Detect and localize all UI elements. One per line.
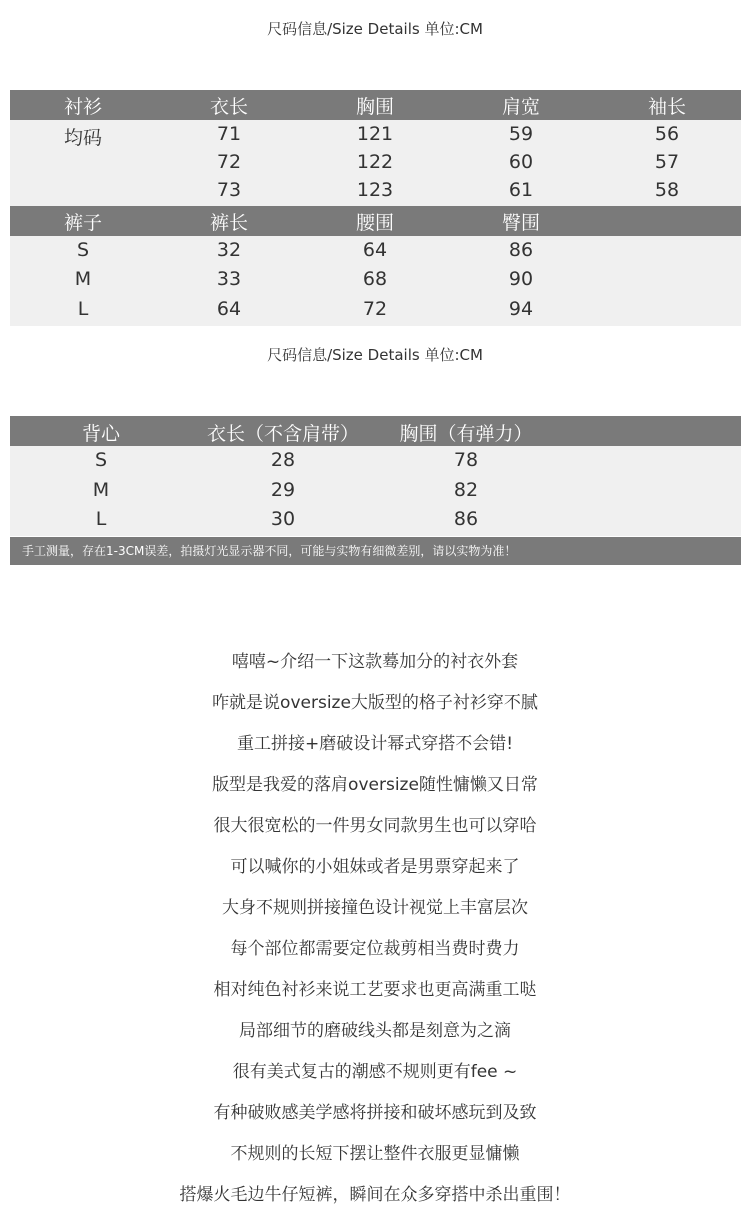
table-cell: 29	[270, 479, 296, 501]
header-pants: 裤子	[63, 212, 103, 234]
table-cell: 72	[216, 151, 242, 173]
table-cell: 64	[216, 298, 242, 320]
header-chest: 胸围	[355, 96, 395, 118]
measurement-note: 手工测量，存在1-3CM误差，拍摄灯光显示器不同，可能与实物有细微差别，请以实物为准！	[10, 537, 741, 565]
table-row	[10, 120, 741, 149]
table-cell: S	[94, 449, 108, 471]
table-cell: L	[77, 298, 89, 320]
description-line: 很有美式复古的潮感不规则更有fee ~	[232, 1062, 518, 1082]
header-shoulder: 肩宽	[501, 96, 541, 118]
vest-header-row	[10, 416, 741, 446]
table-cell: 56	[654, 123, 680, 145]
description-line: 咋就是说oversize大版型的格子衬衫穿不腻	[212, 693, 538, 713]
table-row	[10, 266, 741, 296]
header-vest-chest: 胸围（有弹力）	[399, 423, 533, 445]
table-cell: 73	[216, 179, 242, 201]
header-hip: 臀围	[501, 212, 541, 234]
table-cell: M	[92, 479, 110, 501]
table-cell: 61	[508, 179, 534, 201]
table-cell: 121	[356, 123, 394, 145]
pants-body	[10, 236, 741, 326]
vest-body	[10, 446, 741, 536]
description-line: 很大很宽松的一件男女同款男生也可以穿哈	[213, 816, 537, 836]
description-line: 嘻嘻~介绍一下这款蓦加分的衬衣外套	[231, 652, 519, 672]
table-cell: 57	[654, 151, 680, 173]
header-vest-length: 衣长（不含肩带）	[206, 423, 360, 445]
description-line: 每个部位都需要定位裁剪相当费时费力	[230, 939, 520, 959]
table-cell: 122	[356, 151, 394, 173]
size-details-title-vest: 尺码信息/Size Details 单位:CM	[267, 346, 483, 364]
description-line: 局部细节的磨破线头都是刻意为之滴	[239, 1021, 511, 1041]
table-cell: 28	[270, 449, 296, 471]
description-line: 不规则的长短下摆让整件衣服更显慵懒	[230, 1144, 520, 1164]
table-cell: 33	[216, 268, 242, 290]
shirt-header-row	[10, 90, 741, 120]
shirt-body	[10, 120, 741, 206]
table-cell: 71	[216, 123, 242, 145]
table-cell: 94	[508, 298, 534, 320]
pants-header-row	[10, 206, 741, 236]
table-cell: S	[76, 239, 90, 261]
table-cell: 78	[453, 449, 479, 471]
table-cell: 60	[508, 151, 534, 173]
table-cell: 64	[362, 239, 388, 261]
table-row	[10, 296, 741, 326]
table-row	[10, 446, 741, 476]
shirt-size-table	[10, 90, 741, 326]
header-vest: 背心	[81, 423, 121, 445]
table-row	[10, 476, 741, 506]
table-cell: L	[95, 508, 107, 530]
description-line: 重工拼接+磨破设计幂式穿搭不会错!	[236, 734, 514, 754]
description-line: 版型是我爱的落肩oversize随性慵懒又日常	[212, 775, 538, 795]
header-waist: 腰围	[355, 212, 395, 234]
header-pants-length: 裤长	[209, 212, 249, 234]
table-row	[10, 506, 741, 536]
table-cell: 59	[508, 123, 534, 145]
description-line: 大身不规则拼接撞色设计视觉上丰富层次	[222, 898, 528, 918]
table-cell: M	[74, 268, 92, 290]
table-cell: 58	[654, 179, 680, 201]
table-cell: 123	[356, 179, 394, 201]
header-sleeve: 袖长	[647, 96, 687, 118]
vest-size-table	[10, 416, 741, 536]
table-cell: 72	[362, 298, 388, 320]
description-line: 有种破败感美学感将拼接和破坏感玩到及致	[213, 1103, 537, 1123]
size-details-title: 尺码信息/Size Details 单位:CM	[267, 20, 483, 38]
table-cell: 86	[508, 239, 534, 261]
table-cell: 68	[362, 268, 388, 290]
description-line: 相对纯色衬衫来说工艺要求也更高满重工哒	[213, 980, 537, 1000]
table-cell: 86	[453, 508, 479, 530]
table-cell: 30	[270, 508, 296, 530]
table-row	[10, 236, 741, 266]
description-line: 可以喊你的小姐妹或者是男票穿起来了	[230, 857, 520, 877]
header-shirt: 衬衫	[63, 96, 103, 118]
table-cell: 90	[508, 268, 534, 290]
table-row	[10, 177, 741, 206]
table-cell: 32	[216, 239, 242, 261]
product-description	[0, 644, 750, 1218]
description-line: 搭爆火毛边牛仔短裤，瞬间在众多穿搭中杀出重围！	[179, 1185, 571, 1205]
table-cell: 82	[453, 479, 479, 501]
table-cell: 均码	[63, 127, 103, 149]
header-length: 衣长	[209, 96, 249, 118]
table-row	[10, 149, 741, 177]
